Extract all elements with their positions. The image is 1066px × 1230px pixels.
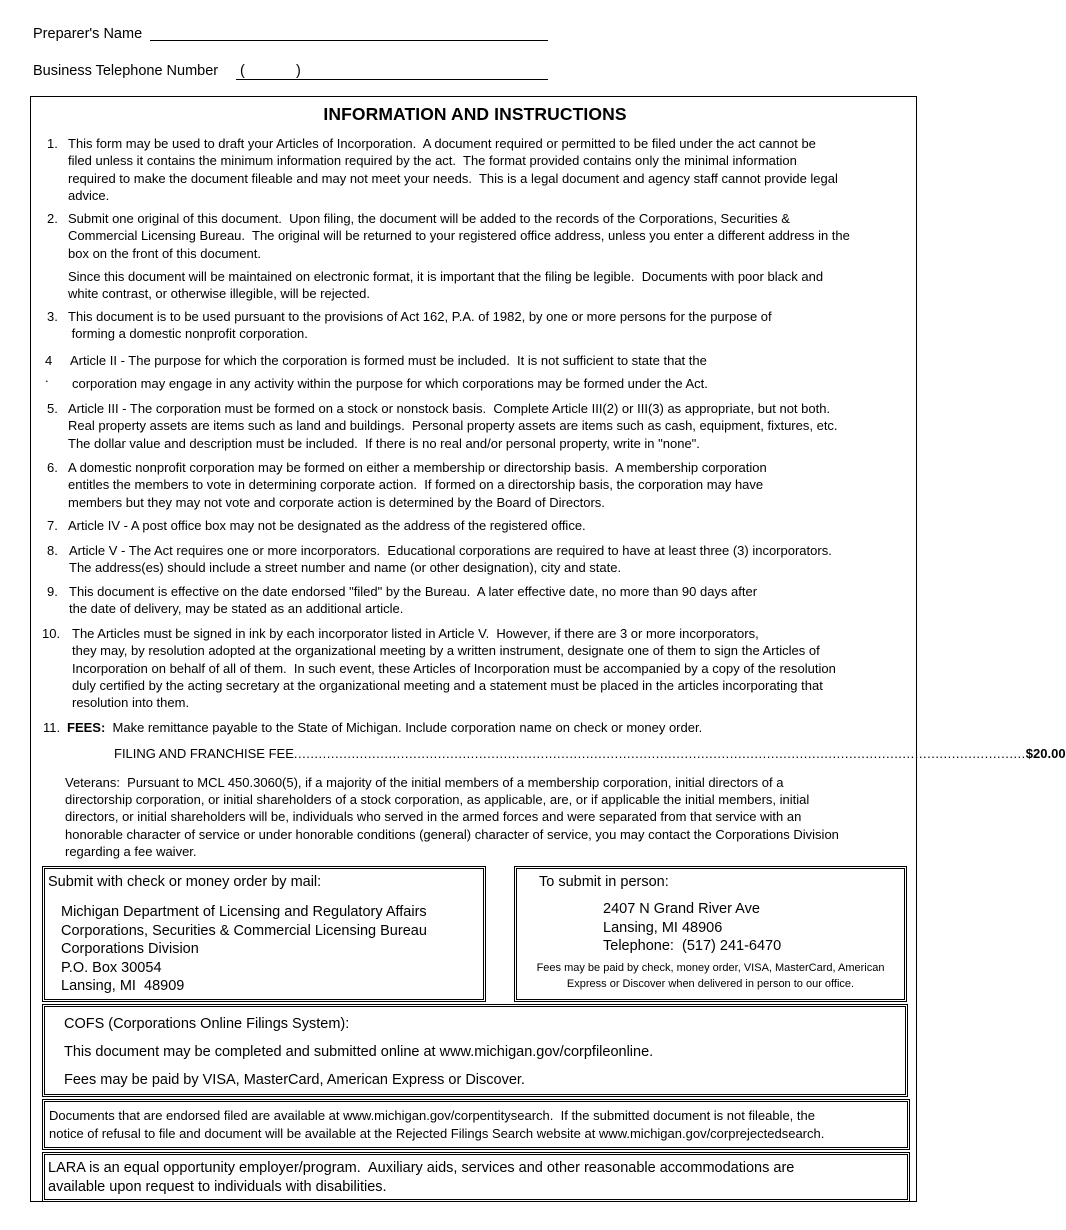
endorsed-line: Documents that are endorsed filed are available at www.michigan.gov/corpentitysearch. If the submitted document is not fileable, the xyxy=(49,1108,815,1123)
business-phone-field[interactable] xyxy=(236,79,548,80)
veterans-line: directorship corporation, or initial shareholders of a stock corporation, as applicable, are, or if applicable the initial members, initial xyxy=(65,792,810,808)
instruction-number: 7. xyxy=(47,518,58,533)
instruction-line: they may, by resolution adopted at the organizational meeting by a written instrument, designate one of them to sign the Articles of xyxy=(72,643,820,659)
in-person-address xyxy=(603,900,781,956)
phone-area-open: ( xyxy=(240,63,245,79)
instruction-line: required to make the document fileable and may not meet your needs. This is a legal document and agency staff cannot provide legal xyxy=(68,170,838,186)
mail-address-line: Corporations Division xyxy=(61,941,199,958)
mail-address-line: Lansing, MI 48909 xyxy=(61,978,185,995)
fee-amount: $20.00 xyxy=(1025,746,1066,761)
preparer-name-label: Preparer's Name xyxy=(33,26,143,42)
veterans-paragraph xyxy=(65,774,839,860)
instruction-number: 6. xyxy=(47,460,58,475)
instruction-line: This document is effective on the date endorsed "filed" by the Bureau. A later effective date, no more than 90 days after xyxy=(69,584,758,599)
in-person-address-line: 2407 N Grand River Ave xyxy=(603,901,760,917)
instruction-number: 9. xyxy=(47,584,58,599)
mail-address-line: P.O. Box 30054 xyxy=(61,959,162,976)
instruction-line: This form may be used to draft your Articles of Incorporation. A document required or permitted to be filed under the act cannot be xyxy=(68,136,816,151)
in-person-address-line: Lansing, MI 48906 xyxy=(603,919,723,936)
lara-line: LARA is an equal opportunity employer/program. Auxiliary aids, services and other reasonable accommodations are xyxy=(48,1160,795,1176)
page-title: INFORMATION AND INSTRUCTIONS xyxy=(323,104,627,124)
veterans-line: directors, or initial shareholders will be, individuals who served in the armed forces and were separated from that service with an xyxy=(65,809,802,825)
fees-text: Make remittance payable to the State of Michigan. Include corporation name on check or money order. xyxy=(112,720,703,735)
instruction-line: The dollar value and description must be included. If there is no real and/or personal property, write in "none". xyxy=(68,435,700,451)
phone-area-close: ) xyxy=(296,63,301,79)
instruction-line: duly certified by the acting secretary at the organizational meeting and a statement must be placed in the articles incorporating that xyxy=(72,677,823,693)
in-person-payment-note xyxy=(516,961,905,992)
mail-address-line: Michigan Department of Licensing and Regulatory Affairs xyxy=(61,904,427,920)
mail-heading: Submit with check or money order by mail: xyxy=(48,874,322,890)
instruction-line: Commercial Licensing Bureau. The original will be returned to your registered office address, unless you enter a different address in the xyxy=(68,228,850,244)
cofs-payment-text: Fees may be paid by VISA, MasterCard, American Express or Discover. xyxy=(64,1072,525,1088)
lara-statement xyxy=(48,1159,794,1196)
cofs-online-text: This document may be completed and submitted online at www.michigan.gov/corpfileonline. xyxy=(64,1044,654,1060)
in-person-note-line: Fees may be paid by check, money order, VISA, MasterCard, American xyxy=(536,962,885,974)
instruction-line: Submit one original of this document. Upon filing, the document will be added to the records of the Corporations, Securities & xyxy=(68,211,790,226)
instruction-line: This document is to be used pursuant to the provisions of Act 162, P.A. of 1982, by one or more persons for the purpose of xyxy=(68,309,772,324)
endorsed-line: notice of refusal to file and document will be available at the Rejected Filings Search website at www.michigan.gov/corprejectedsearch. xyxy=(49,1125,825,1141)
instruction-line: resolution into them. xyxy=(72,695,190,711)
fees-number: 11. xyxy=(43,720,61,735)
instruction-line: Article V - The Act requires one or more incorporators. Educational corporations are required to have at least three (3) incorporators. xyxy=(69,543,832,558)
business-phone-label: Business Telephone Number xyxy=(33,63,219,79)
endorsed-documents-text xyxy=(49,1107,824,1142)
instruction-number: 10. xyxy=(42,626,61,641)
preparer-name-field[interactable] xyxy=(150,40,548,41)
cofs-heading: COFS (Corporations Online Filings System): xyxy=(64,1016,350,1032)
instruction-line: members but they may not vote and corporate action is determined by the Board of Directors. xyxy=(68,494,605,510)
instruction-line: corporation may engage in any activity within the purpose for which corporations may be formed under the Act. xyxy=(72,376,708,391)
instruction-line: Real property assets are items such as land and buildings. Personal property assets are items such as cash, equipment, fixtures, etc. xyxy=(68,418,838,434)
instruction-number: 5. xyxy=(47,401,58,416)
instruction-line: The address(es) should include a street number and name (or other designation), city and state. xyxy=(69,560,622,576)
instruction-line: advice. xyxy=(68,187,110,203)
instruction-line: The Articles must be signed in ink by each incorporator listed in Article V. However, if there are 3 or more incorporators, xyxy=(72,626,759,641)
veterans-line: Veterans: Pursuant to MCL 450.3060(5), if a majority of the initial members of a membership corporation, initial directors of a xyxy=(65,775,784,790)
instruction-line: entitles the members to vote in determining corporate action. If formed on a directorship basis, the corporation may have xyxy=(68,477,764,493)
veterans-line: regarding a fee waiver. xyxy=(65,843,197,859)
instruction-line: A domestic nonprofit corporation may be formed on either a membership or directorship basis. A membership corporation xyxy=(68,460,767,475)
fees-label: FEES: xyxy=(67,720,106,735)
instruction-line: Since this document will be maintained on electronic format, it is important that the filing be legible. Documents with poor black and xyxy=(68,269,824,284)
instruction-line: Incorporation on behalf of all of them. In such event, these Articles of Incorporation must be accompanied by a copy of the resolution xyxy=(72,660,836,676)
instruction-line: Article III - The corporation must be formed on a stock or nonstock basis. Complete Article III(2) or III(3) as appropriate, but not both. xyxy=(68,401,831,416)
fees-item xyxy=(43,719,703,736)
instruction-line: white contrast, or otherwise illegible, will be rejected. xyxy=(68,286,371,302)
instruction-line: Article II - The purpose for which the corporation is formed must be included. It is not sufficient to state that the xyxy=(70,353,707,368)
fee-row xyxy=(114,746,1066,761)
in-person-address-line: Telephone: (517) 241-6470 xyxy=(603,938,782,955)
instruction-number: 4 . xyxy=(45,353,53,386)
fee-leader-dots: .................................................................................................................................................................................. xyxy=(293,746,1026,761)
veterans-line: honorable character of service or under honorable conditions (general) character of service, you may contact the Corporations Division xyxy=(65,826,839,842)
mail-address-line: Corporations, Securities & Commercial Licensing Bureau xyxy=(61,922,427,939)
instruction-number: 8. xyxy=(47,543,58,558)
instruction-line: box on the front of this document. xyxy=(68,245,261,261)
mail-address xyxy=(61,903,427,996)
instruction-line: Article IV - A post office box may not be designated as the address of the registered office. xyxy=(68,518,586,533)
instruction-line: the date of delivery, may be stated as an additional article. xyxy=(69,601,404,617)
fee-name: FILING AND FRANCHISE FEE xyxy=(114,746,294,761)
lara-line: available upon request to individuals with disabilities. xyxy=(48,1178,387,1195)
instruction-number: 3. xyxy=(47,309,58,324)
in-person-heading: To submit in person: xyxy=(539,874,669,890)
instruction-number: 2. xyxy=(47,211,58,226)
in-person-note-line: Express or Discover when delivered in person to our office. xyxy=(566,977,855,990)
instruction-line: filed unless it contains the minimum information required by the act. The format provided contains only the minimal information xyxy=(68,153,797,169)
instruction-number: 1. xyxy=(47,136,58,151)
instruction-line: forming a domestic nonprofit corporation. xyxy=(68,326,308,342)
